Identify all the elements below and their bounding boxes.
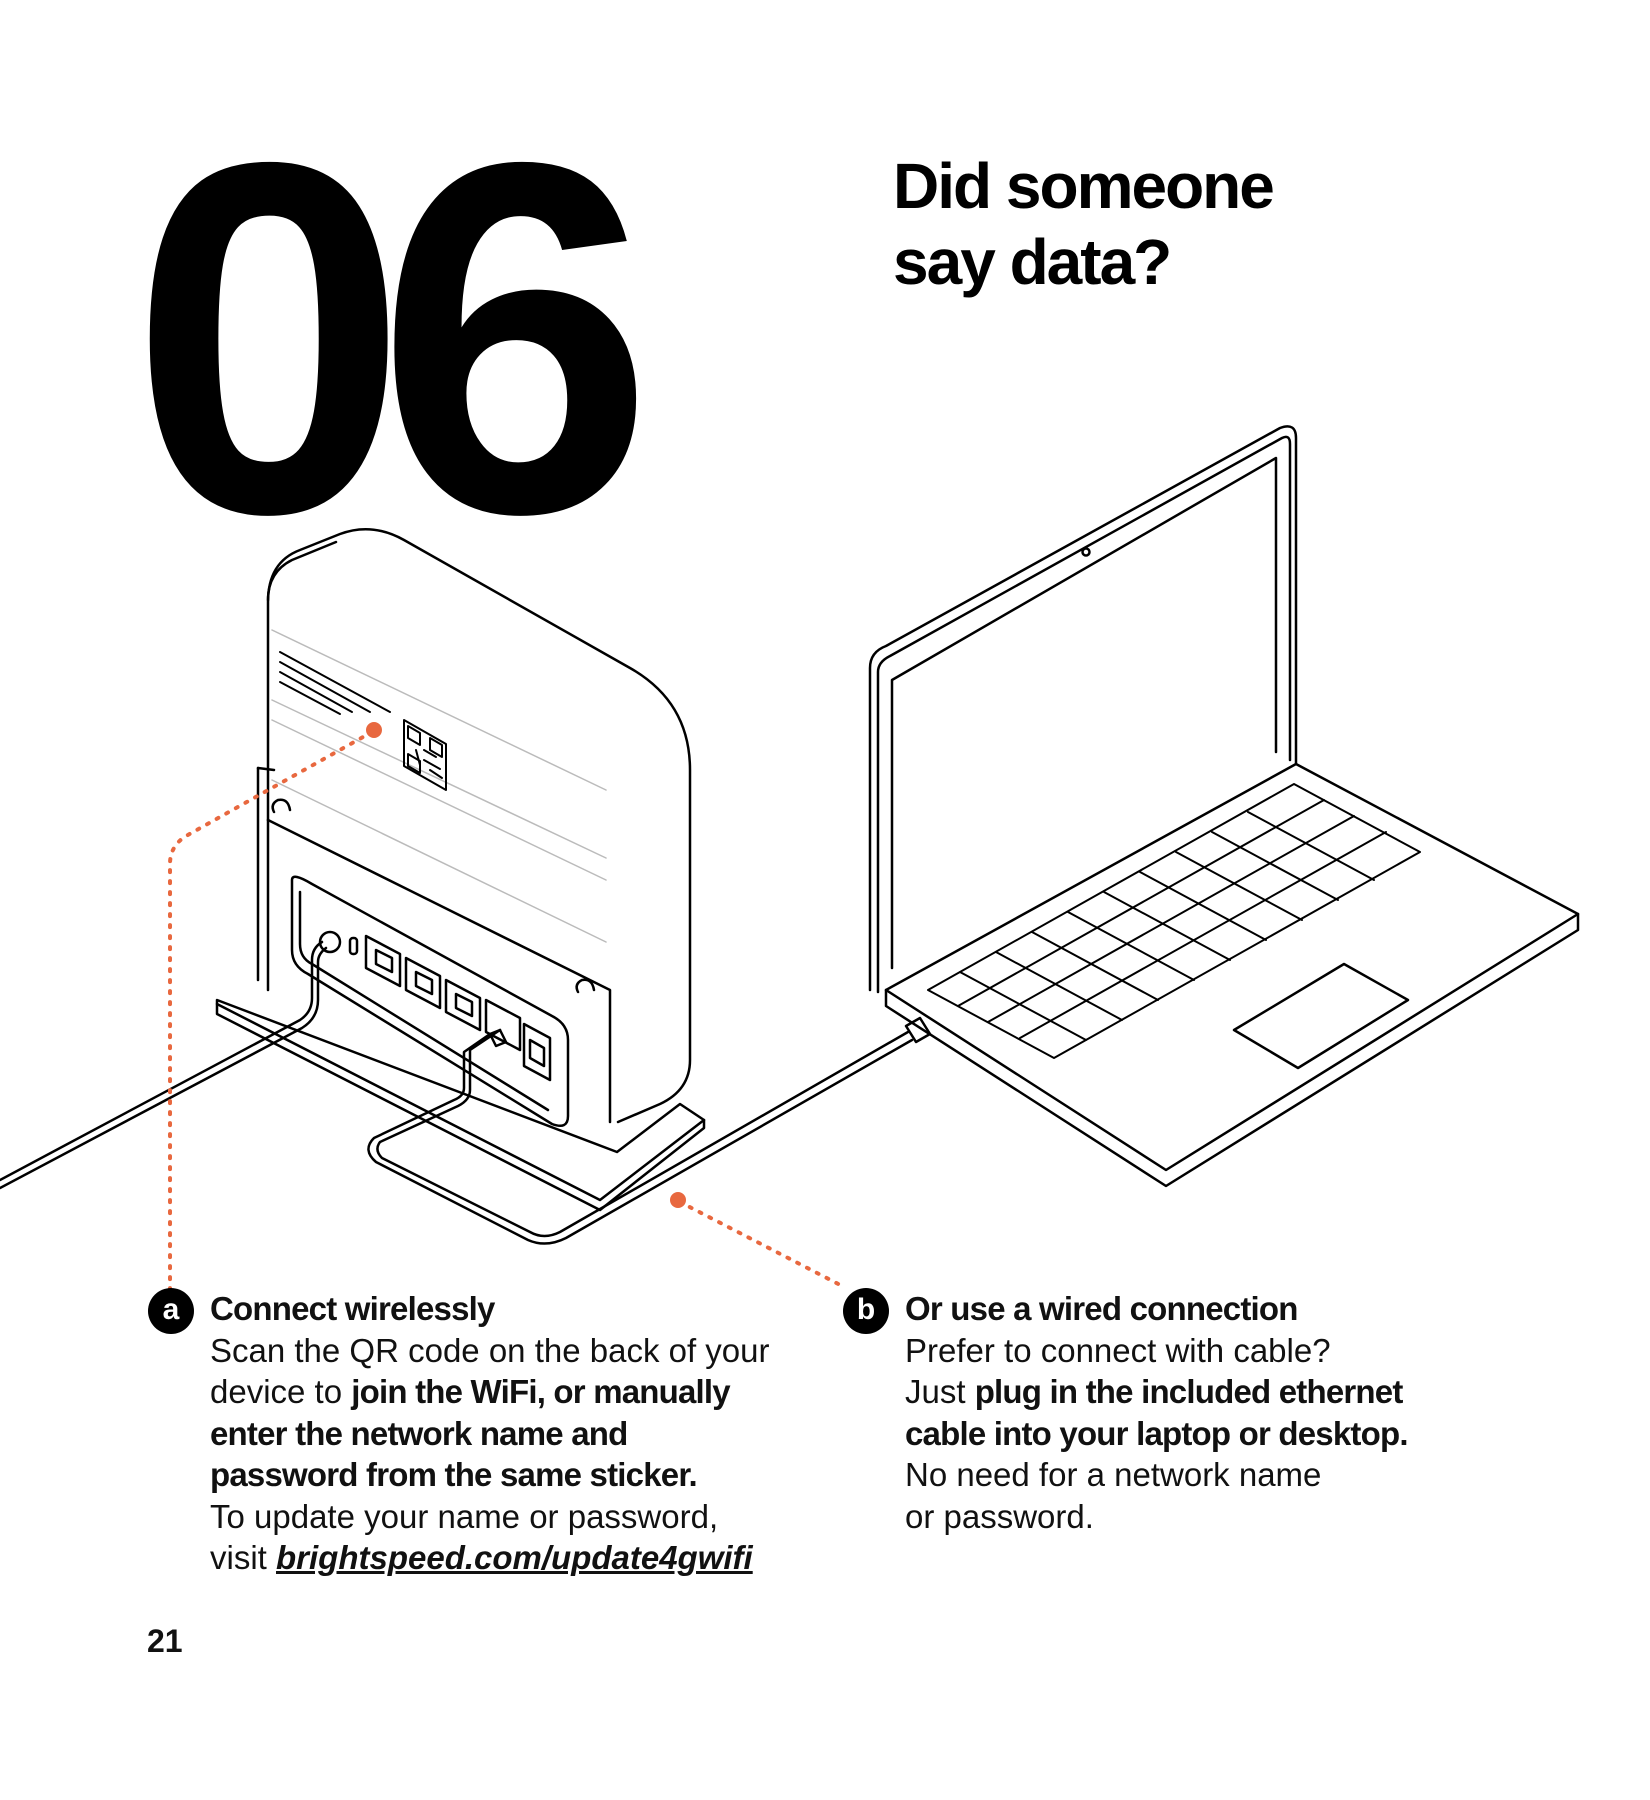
page-number: 21 [147, 1623, 183, 1659]
router-icon [258, 529, 690, 1126]
step-a-line-5: To update your name or password, [210, 1497, 719, 1535]
step-b-line-5: or password. [905, 1497, 1094, 1535]
section-number: 06 [130, 58, 623, 617]
step-a-line-4: password from the same sticker. [210, 1456, 697, 1493]
step-b-badge: b [843, 1288, 889, 1334]
step-b-line-1: Prefer to connect with cable? [905, 1331, 1331, 1369]
step-a-title: Connect wirelessly [210, 1290, 495, 1327]
power-cable [0, 942, 326, 1188]
step-a-line-2: device to [210, 1373, 352, 1410]
step-a-text [210, 1288, 770, 1579]
step-b-line-3: cable into your laptop or desktop. [905, 1414, 1408, 1452]
step-a-line-3: enter the network name and [210, 1414, 628, 1452]
laptop-keyboard [928, 784, 1420, 1058]
step-a-line-2-bold: join the WiFi, or manually [351, 1373, 730, 1410]
update-wifi-link[interactable]: brightspeed.com/update4gwifi [276, 1539, 753, 1576]
headline-line-2: say data? [893, 226, 1171, 298]
step-b-text [905, 1288, 1408, 1537]
sticker-text [280, 652, 390, 714]
step-a-line-6: visit [210, 1539, 276, 1576]
step-b-line-2-bold: plug in the included ethernet [974, 1373, 1403, 1410]
headline-line-1: Did someone [893, 150, 1273, 222]
router-ports [320, 932, 550, 1080]
step-a-badge: a [148, 1288, 194, 1334]
step-b-line-4: No need for a network name [905, 1456, 1322, 1493]
step-b-title: Or use a wired connection [905, 1290, 1298, 1327]
laptop-icon [870, 426, 1578, 1186]
step-b-line-2: Just [905, 1373, 975, 1410]
step-a-line-1: Scan the QR code on the back of your [210, 1331, 770, 1369]
